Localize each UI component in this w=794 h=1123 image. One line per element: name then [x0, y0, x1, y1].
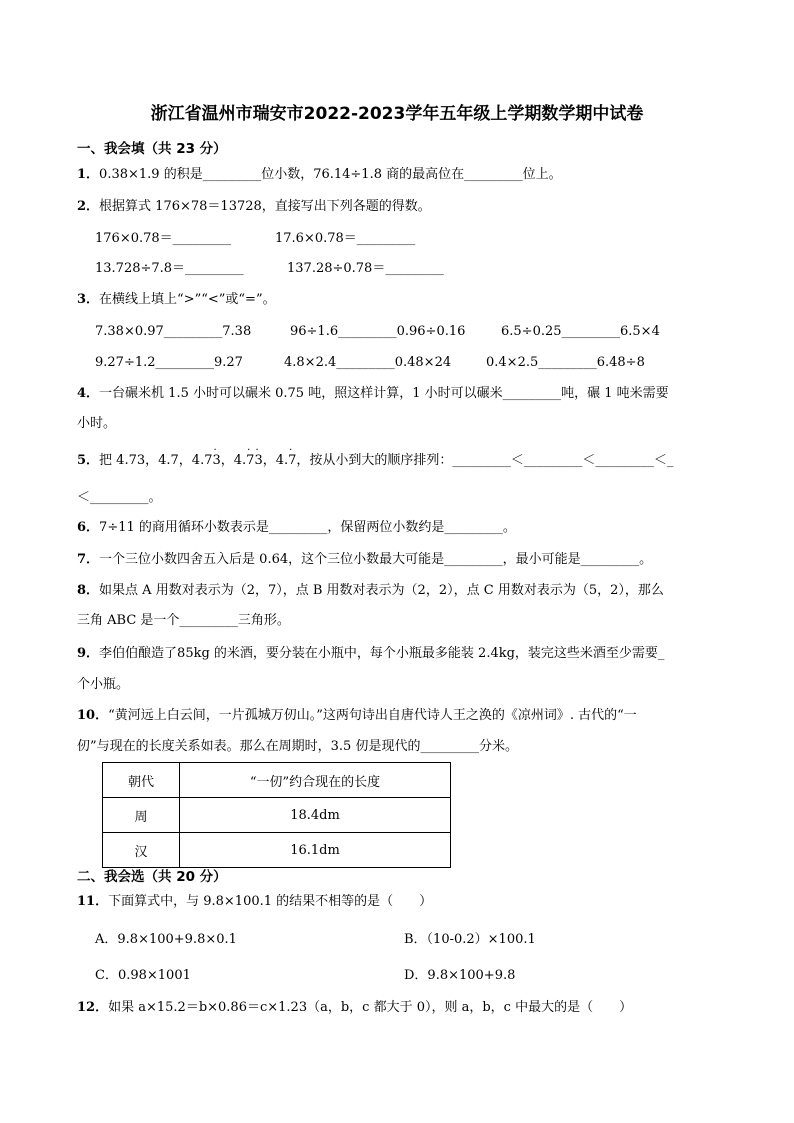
table-cell: 汉 — [103, 833, 180, 868]
question-number: 8． — [77, 583, 100, 598]
sub-item: 9.27÷1.2_________9.27 — [95, 355, 243, 370]
table-row — [103, 798, 451, 833]
table-row — [103, 833, 451, 868]
question-6 — [77, 520, 516, 536]
option-a: A．9.8×100+9.8×0.1 — [95, 932, 237, 947]
table-cell: 16.1dm — [180, 833, 451, 868]
question-number: 11． — [77, 894, 109, 909]
question-number: 5． — [77, 453, 100, 468]
option-c: C．0.98×1001 — [95, 968, 191, 983]
question-8 — [77, 583, 664, 599]
table-cell: 周 — [103, 798, 180, 833]
sub-item: 13.728÷7.8＝_________ — [95, 261, 244, 276]
section-heading-choice: 二、我会选（共 20 分） — [77, 869, 227, 885]
question-text: 下面算式中，与 9.8×100.1 的结果不相等的是（ ） — [108, 894, 433, 909]
question-number: 10． — [77, 708, 109, 723]
sub-item: 6.5÷0.25_________6.5×4 — [501, 324, 660, 339]
question-text: 如果 a×15.2＝b×0.86＝c×1.23（a，b，c 都大于 0），则 a，b，c 中最大的是（ ） — [108, 1000, 633, 1015]
sub-item: 176×0.78＝_________ — [95, 231, 232, 246]
question-text-continued: 仞”与现在的长度关系如表。那么在周期时，3.5 仞是现代的_________分米。 — [77, 739, 518, 754]
sub-item: 7.38×0.97_________7.38 — [95, 324, 252, 339]
question-text-continued: 三角 ABC 是一个_________三角形。 — [77, 613, 290, 628]
question-text: 0.38×1.9 的积是_________位小数，76.14÷1.8 商的最高位在_________位上。 — [99, 167, 562, 182]
repetend-dot: · — [247, 445, 251, 456]
option-d: D．9.8×100+9.8 — [404, 968, 516, 983]
sub-item: 96÷1.6_________0.96÷0.16 — [290, 324, 466, 339]
question-number: 4． — [77, 386, 100, 401]
question-text: 李伯伯酿造了85kg 的米酒，要分装在小瓶中，每个小瓶最多能装 2.4kg，装完这些米酒至少需要_ — [99, 646, 665, 661]
repeating-digit: · 3 — [254, 445, 263, 468]
question-text: 一个三位小数四舍五入后是 0.64，这个三位小数最大可能是_________，最小可能是_________。 — [99, 552, 653, 567]
question-2 — [77, 199, 431, 215]
question-text: “黄河远上白云间，一片孤城万仞山。”这两句诗出自唐代诗人王之涣的《凉州词》. 古代的“一 — [108, 708, 637, 723]
option-b: B．（10-0.2）×100.1 — [404, 932, 536, 947]
repeating-digit: · 7 — [246, 445, 255, 468]
question-text: 在横线上填上“>”“<”或“=”。 — [99, 292, 276, 307]
length-table — [102, 762, 451, 868]
question-number: 1． — [77, 167, 100, 182]
question-number: 6． — [77, 520, 100, 535]
question-number: 7． — [77, 552, 100, 567]
question-3 — [77, 292, 276, 308]
question-7 — [77, 552, 652, 568]
question-10 — [77, 708, 637, 724]
repeating-digit: · 3 — [212, 445, 221, 468]
question-4 — [77, 386, 669, 402]
question-text-continued: 个小瓶。 — [77, 677, 130, 692]
table-header: “一仞”约合现在的长度 — [180, 763, 451, 798]
question-text-continued: ＜_________。 — [77, 490, 162, 505]
sub-item: 4.8×2.4_________0.48×24 — [284, 355, 452, 370]
table-header: 朝代 — [103, 763, 180, 798]
question-number: 9． — [77, 646, 100, 661]
repetend-dot: · — [289, 445, 293, 456]
question-11 — [77, 894, 432, 910]
question-text: 把 4.73，4.7，4.7 — [99, 453, 213, 468]
sub-item: 137.28÷0.78＝_________ — [287, 261, 444, 276]
question-9 — [77, 646, 664, 662]
question-text-continued: 小时。 — [77, 416, 117, 431]
question-number: 12． — [77, 1000, 109, 1015]
table-cell: 18.4dm — [180, 798, 451, 833]
repetend-dot: · — [213, 445, 217, 456]
table-header-row — [103, 763, 451, 798]
question-1 — [77, 167, 562, 183]
question-number: 2． — [77, 199, 100, 214]
sub-item: 17.6×0.78＝_________ — [275, 231, 416, 246]
question-text: 一台碾米机 1.5 小时可以碾米 0.75 吨，照这样计算，1 小时可以碾米_________吨，碾 1 吨米需要 — [99, 386, 669, 401]
question-5: 5．把 4.73，4.7，4.7 · 3，4. · 7 · 3，4. · 7，按从小到大的顺序排列：_________＜_________＜_________＜_ — [77, 445, 674, 468]
page-title: 浙江省温州市瑞安市2022-2023学年五年级上学期数学期中试卷 — [150, 104, 644, 124]
question-text: 根据算式 176×78＝13728，直接写出下列各题的得数。 — [99, 199, 431, 214]
question-text: 7÷11 的商用循环小数表示是_________，保留两位小数约是_________。 — [99, 520, 516, 535]
section-heading-fill: 一、我会填（共 23 分） — [77, 141, 227, 157]
repetend-dot: · — [255, 445, 259, 456]
question-number: 3． — [77, 292, 100, 307]
question-text: 如果点 A 用数对表示为（2，7），点 B 用数对表示为（2，2），点 C 用数对表示为（5，2），那么 — [99, 583, 664, 598]
sub-item: 0.4×2.5_________6.48÷8 — [486, 355, 645, 370]
repeating-digit: · 7 — [288, 445, 297, 468]
question-12 — [77, 1000, 632, 1016]
